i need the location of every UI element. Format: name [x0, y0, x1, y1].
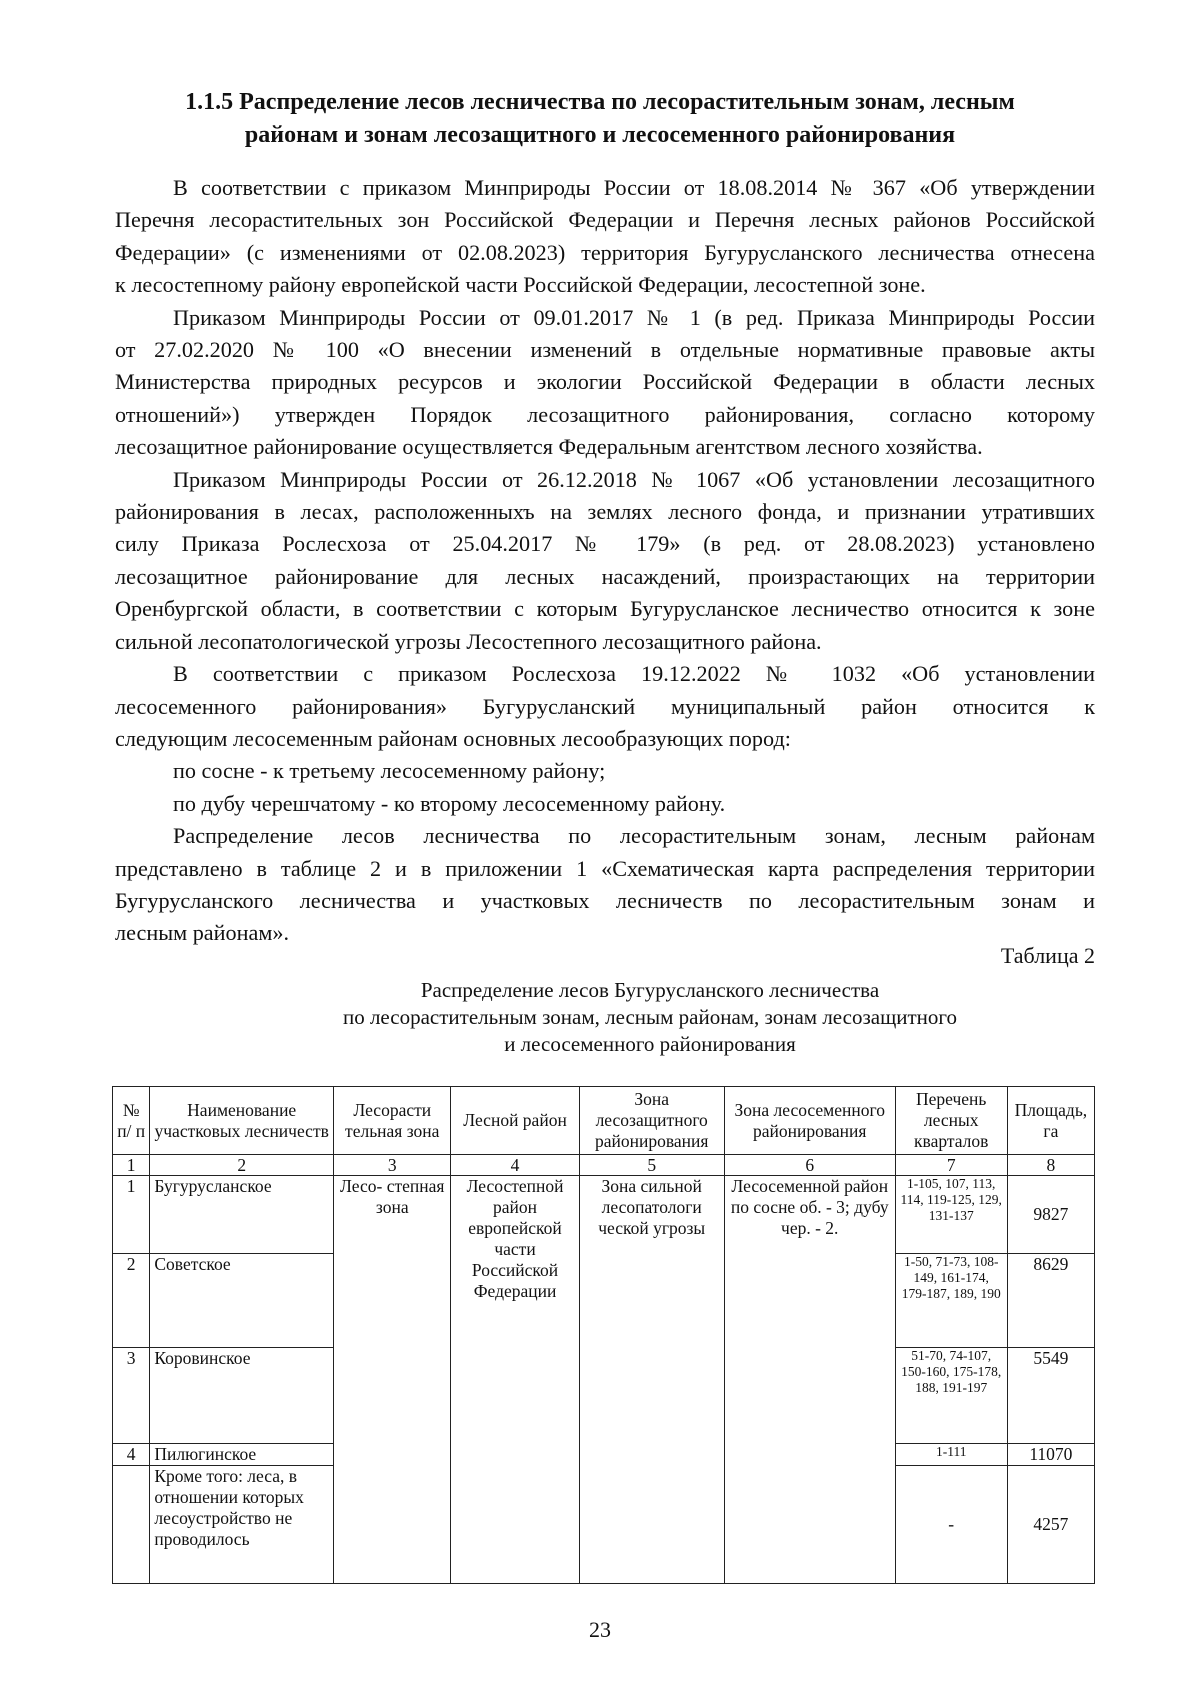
- column-number: 5: [579, 1155, 724, 1176]
- heading-line: 1.1.5 Распределение лесов лесничества по лесорастительным зонам, лесным: [185, 89, 1015, 115]
- list-item: по дубу черешчатому - ко второму лесосеменному району.: [173, 790, 726, 816]
- text-line: В соответствии с приказом Минприроды России от 18.08.2014 № 367 «Об утверждении: [173, 175, 1095, 200]
- header-cell: Лесорасти тельная зона: [334, 1087, 451, 1155]
- protection-zone: Зона сильной лесопатологи ческой угрозы: [579, 1176, 724, 1584]
- forest-district: Лесостепной район европейской части Российской Федерации: [451, 1176, 579, 1584]
- quarters-list: -: [895, 1466, 1007, 1584]
- vegetation-zone: Лесо- степная зона: [334, 1176, 451, 1584]
- row-number: 4: [113, 1444, 150, 1466]
- forestry-name: Кроме того: леса, в отношении которых лесоустройство не проводилось: [150, 1466, 334, 1584]
- text-line: лесозащитное районирование для лесных насаждений, произрастающих на территории: [115, 563, 1095, 589]
- text-line: лесосеменного районирования» Бугурусланский муниципальный район относится к: [115, 693, 1095, 719]
- column-number: 1: [113, 1155, 150, 1176]
- caption-line: по лесорастительным зонам, лесным районам, зонам лесозащитного: [342, 1005, 958, 1029]
- column-number: 7: [895, 1155, 1007, 1176]
- paragraph: [115, 658, 1095, 755]
- caption-line: Распределение лесов Бугурусланского лесничества: [420, 978, 880, 1002]
- text-line: лесозащитное районирование осуществляется Федеральным агентством лесного хозяйства.: [115, 434, 983, 460]
- quarters-list: 1-50, 71-73, 108-149, 161-174, 179-187, 189, 190: [895, 1254, 1007, 1348]
- column-number-row: [113, 1155, 1095, 1176]
- column-number: 6: [724, 1155, 895, 1176]
- text-line: Бугурусланского лесничества и участковых лесничеств по лесорастительным зонам и: [115, 887, 1095, 913]
- heading-line: районам и зонам лесозащитного и лесосеменного районирования: [244, 122, 956, 148]
- text-line: Министерства природных ресурсов и экологии Российской Федерации в области лесных: [115, 369, 1095, 395]
- area-value: 8629: [1007, 1254, 1094, 1348]
- page-number: 23: [589, 1617, 611, 1642]
- text-line: Перечня лесорастительных зон Российской Федерации и Перечня лесных районов Российской: [115, 207, 1095, 233]
- column-number: 8: [1007, 1155, 1094, 1176]
- forestry-name: Бугурусланское: [150, 1176, 334, 1254]
- quarters-list: 51-70, 74-107, 150-160, 175-178, 188, 191-197: [895, 1348, 1007, 1444]
- text-line: Приказом Минприроды России от 09.01.2017 № 1 (в ред. Приказа Минприроды России: [173, 304, 1095, 330]
- column-number: 3: [334, 1155, 451, 1176]
- header-cell: Зона лесосеменного районирования: [724, 1087, 895, 1155]
- body-text: [115, 172, 1095, 950]
- forest-distribution-table: [112, 1086, 1095, 1584]
- header-cell: Наименование участковых лесничеств: [150, 1087, 334, 1155]
- caption-line: и лесосеменного районирования: [504, 1032, 796, 1056]
- section-heading: [120, 86, 1080, 152]
- text-line: следующим лесосеменным районам основных лесообразующих пород:: [115, 725, 791, 751]
- column-number: 2: [150, 1155, 334, 1176]
- text-line: от 27.02.2020 № 100 «О внесении изменений в отдельные нормативные правовые акты: [115, 337, 1095, 363]
- list-item: по сосне - к третьему лесосеменному району;: [173, 758, 606, 784]
- quarters-list: 1-111: [895, 1444, 1007, 1466]
- header-cell: № п/ п: [113, 1087, 150, 1155]
- text-line: к лесостепному району европейской части Российской Федерации, лесостепной зоне.: [115, 272, 926, 298]
- text-line: сильной лесопатологической угрозы Лесостепного лесозащитного района.: [115, 628, 822, 654]
- paragraph: [115, 172, 1095, 302]
- paragraph: [115, 464, 1095, 658]
- area-value: 5549: [1007, 1348, 1094, 1444]
- header-cell: Площадь, га: [1007, 1087, 1094, 1155]
- paragraph: [115, 820, 1095, 950]
- table-row: [113, 1176, 1095, 1254]
- forestry-name: Пилюгинское: [150, 1444, 334, 1466]
- text-line: лесным районам».: [115, 920, 290, 946]
- row-number: 2: [113, 1254, 150, 1348]
- text-line: силу Приказа Рослесхоза от 25.04.2017 № 179» (в ред. от 28.08.2023) установлено: [115, 531, 1095, 557]
- header-cell: Зона лесозащитного районирования: [579, 1087, 724, 1155]
- header-cell: Перечень лесных кварталов: [895, 1087, 1007, 1155]
- header-cell: Лесной район: [451, 1087, 579, 1155]
- row-number: 1: [113, 1176, 150, 1254]
- paragraph: [115, 302, 1095, 464]
- seed-zone: Лесосеменной район по сосне об. - 3; дубу чер. - 2.: [724, 1176, 895, 1584]
- table-label: Таблица 2: [1000, 943, 1095, 968]
- text-line: представлено в таблице 2 и в приложении 1 «Схематическая карта распределения территории: [115, 855, 1095, 881]
- area-value: 9827: [1007, 1176, 1094, 1254]
- text-line: Федерации» (с изменениями от 02.08.2023) территория Бугурусланского лесничества отнесена: [115, 239, 1095, 265]
- text-line: районирования в лесах, расположенныхъ на землях лесного фонда, и признании утративших: [115, 499, 1095, 525]
- area-value: 11070: [1007, 1444, 1094, 1466]
- column-number: 4: [451, 1155, 579, 1176]
- table-caption: [250, 977, 1050, 1058]
- area-value: 4257: [1007, 1466, 1094, 1584]
- text-line: В соответствии с приказом Рослесхоза 19.12.2022 № 1032 «Об установлении: [173, 661, 1095, 687]
- text-line: Оренбургской области, в соответствии с которым Бугурусланское лесничество относится к зоне: [115, 596, 1095, 622]
- table-header-row: [113, 1087, 1095, 1155]
- forestry-name: Коровинское: [150, 1348, 334, 1444]
- quarters-list: 1-105, 107, 113, 114, 119-125, 129, 131-137: [895, 1176, 1007, 1254]
- forestry-name: Советское: [150, 1254, 334, 1348]
- row-number: 3: [113, 1348, 150, 1444]
- text-line: отношений») утвержден Порядок лесозащитного районирования, согласно которому: [115, 401, 1095, 427]
- text-line: Распределение лесов лесничества по лесорастительным зонам, лесным районам: [173, 823, 1095, 849]
- text-line: Приказом Минприроды России от 26.12.2018 № 1067 «Об установлении лесозащитного: [173, 466, 1095, 492]
- row-number: [113, 1466, 150, 1584]
